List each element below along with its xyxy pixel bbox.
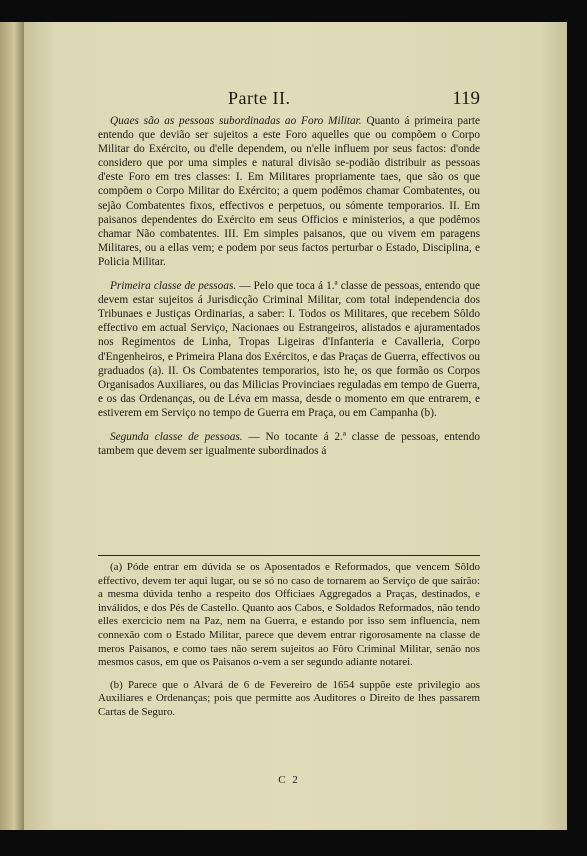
paragraph-lead: Primeira classe de pessoas. (110, 280, 237, 293)
paragraph-text: — Pelo que toca á 1.ª classe de pessoas, entendo que devem estar sujeitos á Jurisdicção Criminal Militar, com total independencia dos Tribunaes e Justiças Ordinarias, a saber: I. Todos os Militares, que recebem Sôldo effectivo em actual Serviço, Nacionaes ou Estrangeiros, alistados e ajuramentados nos Regimentos de Linha, Tropas Ligeiras d'Infanteria e Cavalleria, Corpo d'Engenheiros, e Primeira Plana dos Exércitos, e das Praças de Guerra, effectivos ou graduados (a). II. Os Combatentes temporarios, isto he, os que formão os Corpos Organisados Auxiliares, ou das Milicias Provinciaes reguladas em tempo de Guerra, e os das Ordenanças, ou de Léva em massa, desde o momento em que entrarem, e estiverem em Serviço no tempo de Guerra em Praça, ou em Campanha (b). (98, 280, 480, 419)
footnote: (b) Parece que o Alvará de 6 de Fevereiro de 1654 suppõe este privilegio aos Auxiliares e Ordenanças; pois que permitte aos Auditores o Direito de lhes passarem Cartas de Seguro. (98, 678, 480, 718)
running-title: Parte II. (228, 88, 291, 108)
paragraph (98, 114, 480, 269)
paragraph-text: Quanto á primeira parte entendo que devião ser sujeitos a este Foro aquelles que ou compõem o Corpo Militar do Exército, ou d'elle dependem, ou n'elle influem por seus factos: d'onde considero que por uma simples e natural divisão se-podião distribuir as pessoas d'este Foro em tres classes: I. Em Militares propriamente taes, que são os que compõem o Corpo Militar do Exército; a quem podêmos chamar Combatentes, ou sejão Combatentes fixos, effectivos e perpetuos, ou sómente temporarios. II. Em paisanos dependentes do Exército em seus Officios e ministerios, a que podêmos chamar Não combatentes. III. Em simples paisanos, que ou vivem em paragens Militares, ou a ellas vem; e podem por seus factos perturbar o Estado, Disciplina, e Policia Militar. (98, 115, 481, 268)
footnote-divider (98, 555, 480, 556)
paragraph-lead: Segunda classe de pessoas. (110, 430, 243, 443)
page-number: 119 (452, 88, 480, 109)
footnote: (a) Póde entrar em dúvida se os Aposentados e Reformados, que vencem Sôldo effectivo, devem ter aqui lugar, ou se só no caso de tornarem ao Serviço de que saírão: a mesma dúvida tenho a respeito dos Officiaes Aggregados a Praças, destinados, e inválidos, e dos Pés de Castello. Quanto aos Cabos, e Soldados Reformados, não tendo elles exercicio nem na Paz, nem na Guerra, e estando por isso sem influencia, nem connexão com o Estado Militar, parece que devem entrar rigorosamente na classe de meros Paisanos, e como taes não serem sujeitos ao Fôro Criminal Militar, senão nos mesmos casos, em que os Paisanos o-vem a ser segundo adiante notarei. (98, 561, 480, 669)
footnotes (98, 561, 480, 729)
body-text (98, 114, 480, 468)
signature-mark: C 2 (278, 774, 300, 786)
paragraph-lead: Quaes são as pessoas subordinadas ao Foro Militar. (110, 115, 362, 127)
paragraph-text: — No tocante á 2.ª classe de pessoas, entendo tambem que devem ser igualmente subordinados á (98, 430, 480, 458)
paragraph (98, 430, 480, 458)
paragraph (98, 279, 480, 420)
adjacent-page-edge (0, 22, 24, 830)
book-page (24, 22, 567, 830)
page-header (98, 88, 480, 114)
